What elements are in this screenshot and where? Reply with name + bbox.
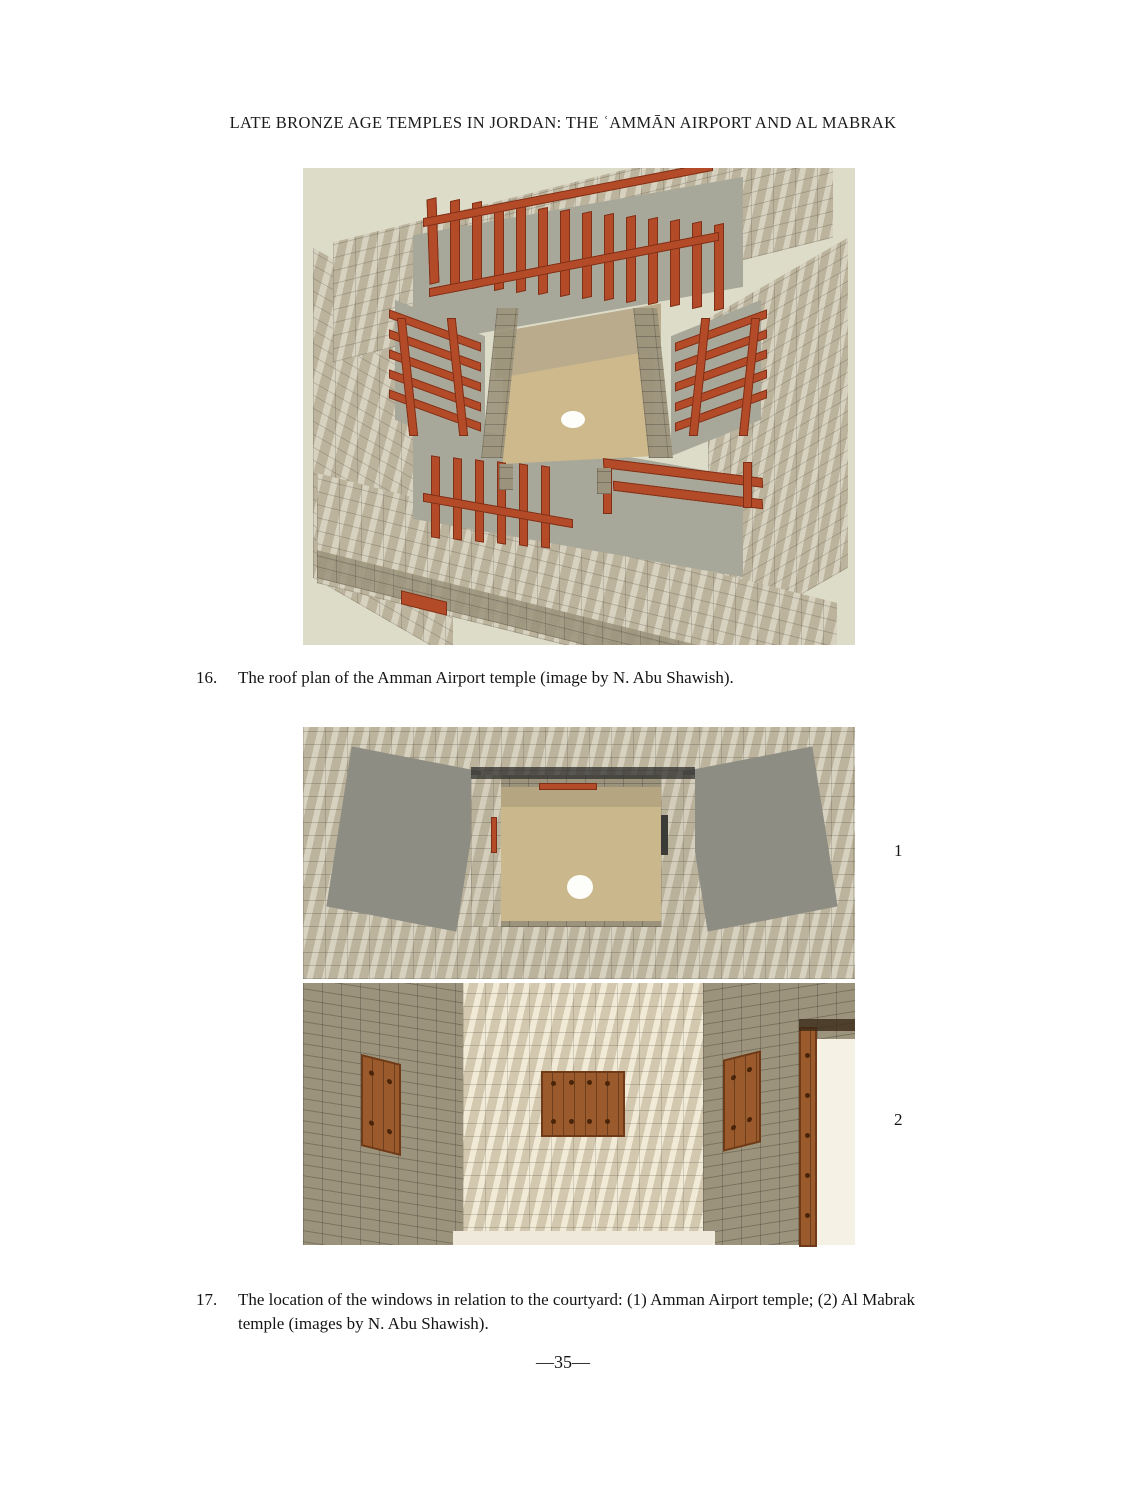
figure-17-panel-1-image [303, 727, 855, 979]
figure-17-caption-text: The location of the windows in relation to the courtyard: (1) Amman Airport temple; (2) Al Mabrak temple (images by N. Abu Shawish). [238, 1290, 916, 1334]
figure-16-caption-text: The roof plan of the Amman Airport temple (image by N. Abu Shawish). [238, 668, 734, 687]
page-number: —35— [536, 1352, 590, 1372]
figure-16-render [303, 168, 855, 645]
figure-17-panel-2-label: 2 [894, 1110, 903, 1129]
figure-16-caption [196, 666, 936, 690]
figure-16-number: 16. [196, 668, 218, 687]
figure-17-number: 17. [196, 1290, 218, 1309]
figure-17-caption [196, 1288, 956, 1336]
figure-17-panel-1-label: 1 [894, 841, 903, 860]
figure-17-panel-2-image [303, 983, 855, 1257]
running-head: LATE BRONZE AGE TEMPLES IN JORDAN: THE ʿAMMĀN AIRPORT AND AL MABRAK [229, 113, 897, 132]
figure-16-image [303, 168, 855, 645]
